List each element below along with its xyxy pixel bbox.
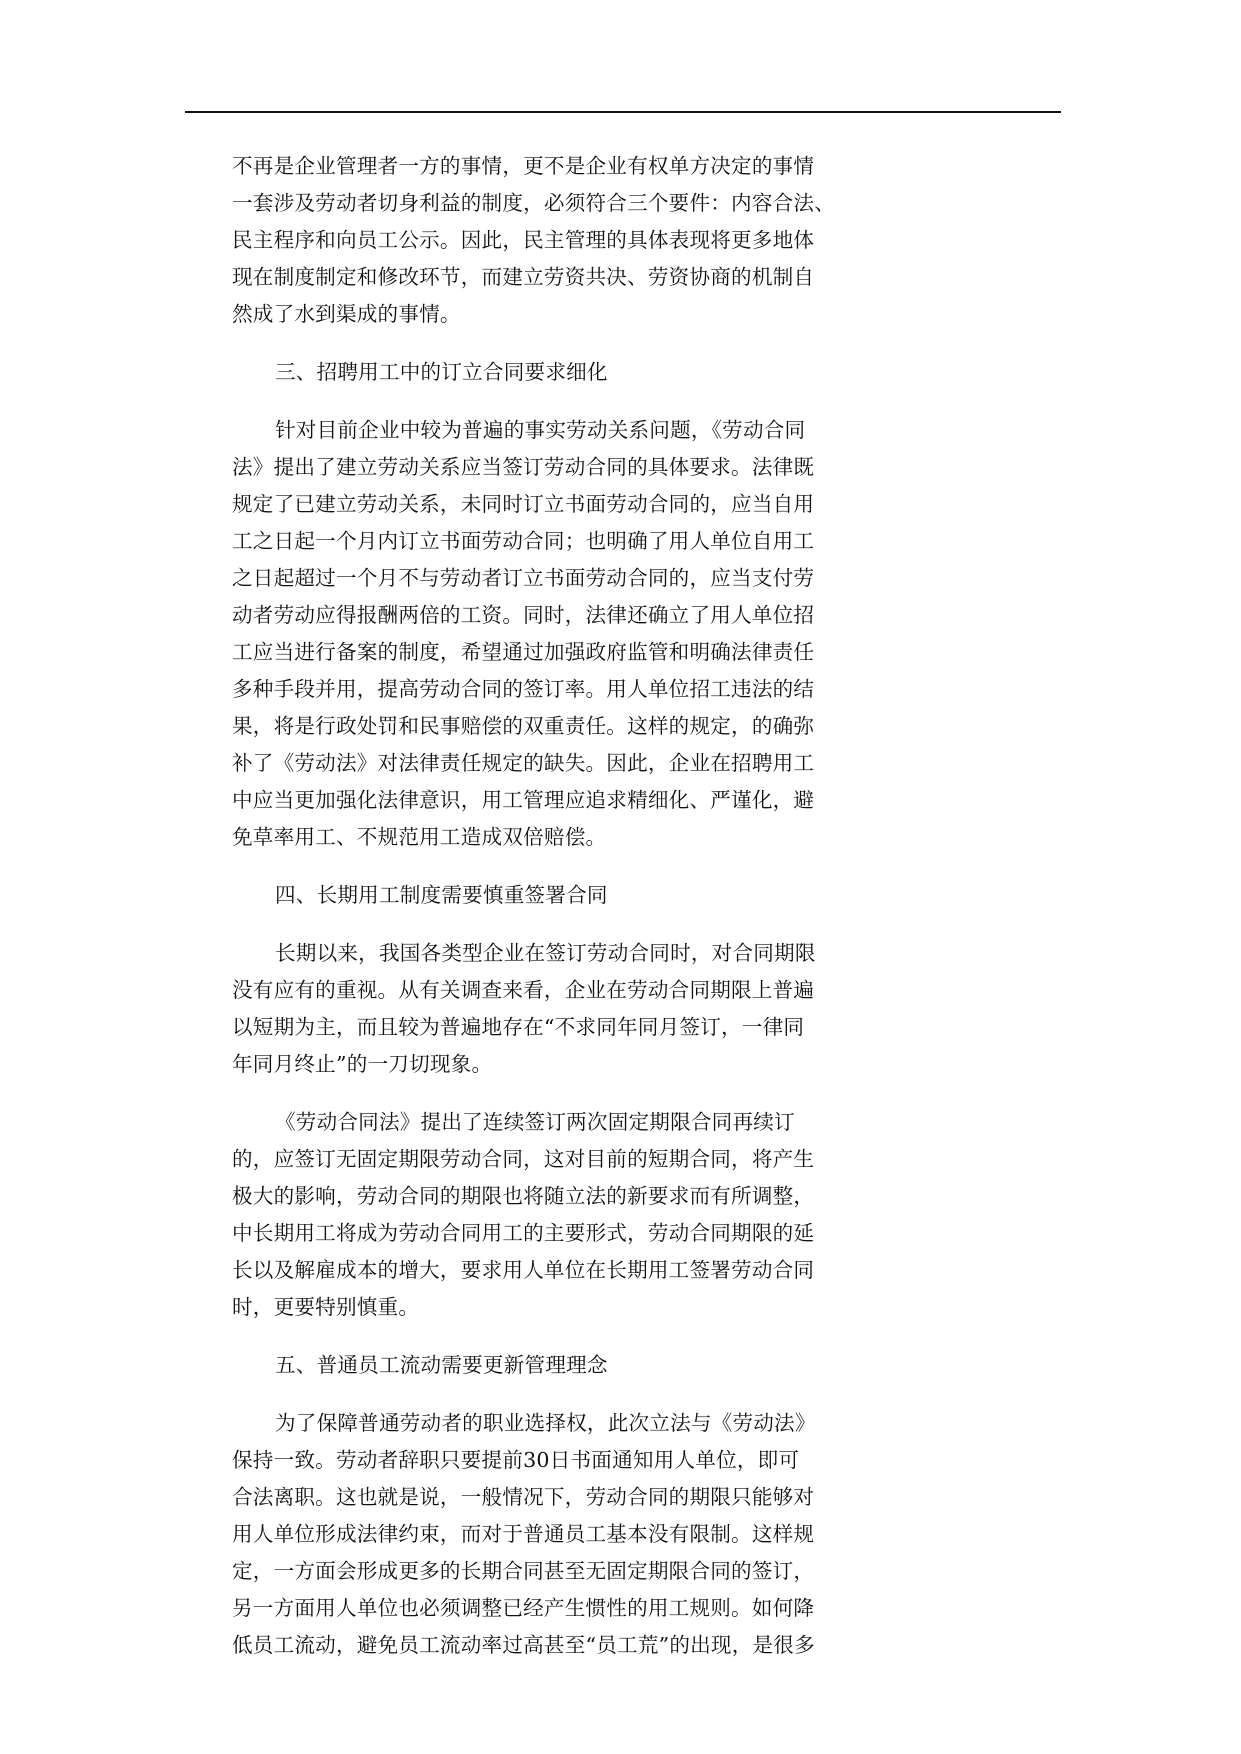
text-line: 低员工流动，避免员工流动率过高甚至“员工荒”的出现，是很多 (232, 1633, 815, 1657)
text-line: 不再是企业管理者一方的事情，更不是企业有权单方决定的事情 (232, 154, 815, 178)
text-line: 一套涉及劳动者切身利益的制度，必须符合三个要件：内容合法、 (232, 191, 836, 215)
text-line: 为了保障普通劳动者的职业选择权，此次立法与《劳动法》 (275, 1411, 816, 1435)
text-line: 中应当更加强化法律意识，用工管理应追求精细化、严谨化，避 (232, 788, 815, 812)
text-line: 年同月终止”的一刀切现象。 (232, 1052, 493, 1076)
paragraph-gap (232, 1384, 844, 1405)
header-rule (185, 111, 1061, 113)
paragraph (232, 1405, 844, 1664)
text-line: 工应当进行备案的制度，希望通过加强政府监管和明确法律责任 (232, 640, 815, 664)
text-line: 果，将是行政处罚和民事赔偿的双重责任。这样的规定，的确弥 (232, 714, 815, 738)
text-line: 动者劳动应得报酬两倍的工资。同时，法律还确立了用人单位招 (232, 603, 815, 627)
text-line: 民主程序和向员工公示。因此，民主管理的具体表现将更多地体 (232, 228, 815, 252)
section-heading (232, 877, 844, 914)
text-line: 然成了水到渠成的事情。 (232, 302, 461, 326)
text-line: 工之日起一个月内订立书面劳动合同；也明确了用人单位自用工 (232, 529, 815, 553)
text-line: 长以及解雇成本的增大，要求用人单位在长期用工签署劳动合同 (232, 1258, 815, 1282)
paragraph (232, 148, 844, 333)
paragraph (232, 1104, 844, 1326)
heading-line: 五、普通员工流动需要更新管理理念 (275, 1353, 608, 1377)
text-line: 用人单位形成法律约束，而对于普通员工基本没有限制。这样规 (232, 1522, 815, 1546)
text-line: 多种手段并用，提高劳动合同的签订率。用人单位招工违法的结 (232, 677, 815, 701)
text-line: 免草率用工、不规范用工造成双倍赔偿。 (232, 825, 607, 849)
section-heading (232, 354, 844, 391)
text-line: 定，一方面会形成更多的长期合同甚至无固定期限合同的签订， (232, 1559, 815, 1583)
text-line: 的，应签订无固定期限劳动合同，这对目前的短期合同，将产生 (232, 1147, 815, 1171)
text-line: 另一方面用人单位也必须调整已经产生惯性的用工规则。如何降 (232, 1596, 815, 1620)
paragraph-gap (232, 914, 844, 935)
text-line: 以短期为主，而且较为普遍地存在“不求同年同月签订，一律同 (232, 1015, 805, 1039)
paragraph-gap (232, 333, 844, 354)
paragraph (232, 412, 844, 856)
heading-line: 四、长期用工制度需要慎重签署合同 (275, 883, 608, 907)
paragraph-gap (232, 391, 844, 412)
text-line: 规定了已建立劳动关系，未同时订立书面劳动合同的，应当自用 (232, 492, 815, 516)
text-line: 针对目前企业中较为普遍的事实劳动关系问题，《劳动合同 (275, 418, 806, 442)
text-line: 保持一致。劳动者辞职只要提前30日书面通知用人单位，即可 (232, 1448, 800, 1472)
text-line: 中长期用工将成为劳动合同用工的主要形式，劳动合同期限的延 (232, 1221, 815, 1245)
text-line: 没有应有的重视。从有关调查来看，企业在劳动合同期限上普遍 (232, 978, 815, 1002)
document-body (232, 148, 844, 1664)
paragraph-gap (232, 1083, 844, 1104)
paragraph (232, 935, 844, 1083)
section-heading (232, 1347, 844, 1384)
text-line: 补了《劳动法》对法律责任规定的缺失。因此，企业在招聘用工 (232, 751, 815, 775)
heading-line: 三、招聘用工中的订立合同要求细化 (275, 360, 608, 384)
text-line: 法》提出了建立劳动关系应当签订劳动合同的具体要求。法律既 (232, 455, 815, 479)
text-line: 长期以来，我国各类型企业在签订劳动合同时，对合同期限 (275, 941, 816, 965)
text-line: 现在制度制定和修改环节，而建立劳资共决、劳资协商的机制自 (232, 265, 815, 289)
text-line: 《劳动合同法》提出了连续签订两次固定期限合同再续订 (275, 1110, 795, 1134)
paragraph-gap (232, 1326, 844, 1347)
text-line: 合法离职。这也就是说，一般情况下，劳动合同的期限只能够对 (232, 1485, 815, 1509)
text-line: 时，更要特别慎重。 (232, 1295, 420, 1319)
text-line: 极大的影响，劳动合同的期限也将随立法的新要求而有所调整， (232, 1184, 815, 1208)
text-line: 之日起超过一个月不与劳动者订立书面劳动合同的，应当支付劳 (232, 566, 815, 590)
paragraph-gap (232, 856, 844, 877)
